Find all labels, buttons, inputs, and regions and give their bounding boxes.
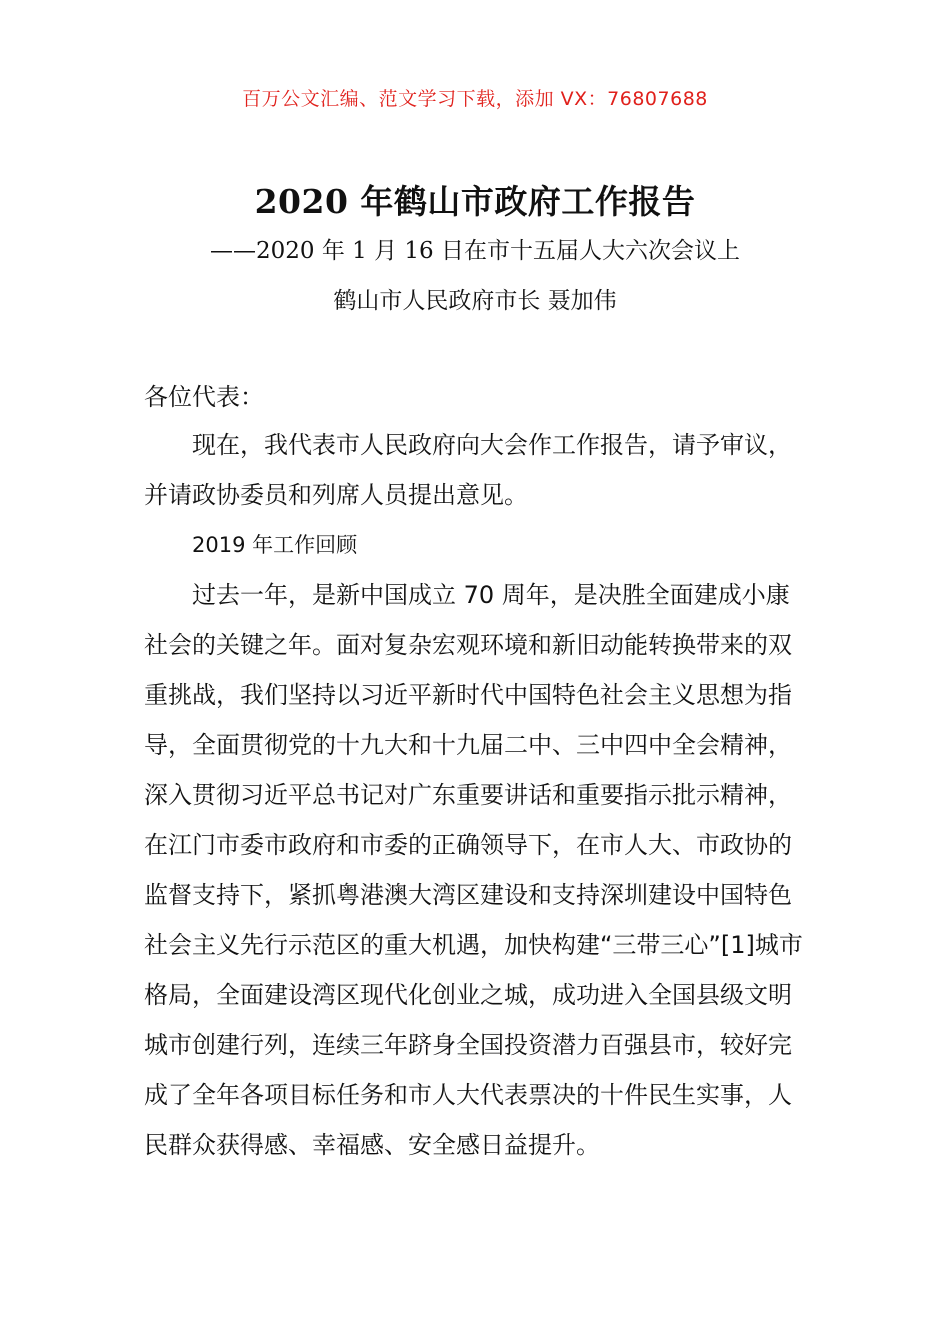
salutation: 各位代表：	[144, 383, 264, 411]
section-heading: 2019 年工作回顾	[192, 533, 358, 557]
report-subtitle: ——2020 年 1 月 16 日在市十五届人大六次会议上	[210, 238, 740, 264]
download-banner: 百万公文汇编、范文学习下载，添加 VX：76807688	[242, 88, 708, 110]
review-paragraph: 过去一年，是新中国成立 70 周年，是决胜全面建成小康社会的关键之年。面对复杂宏观环境和新旧动能转换带来的双重挑战，我们坚持以习近平新时代中国特色社会主义思想为指导，全面贯彻党的十九大和十九届二中、三中四中全会精神，深入贯彻习近平总书记对广东重要讲话和重要指示批示精神，在江门市委市政府和市委的正确领导下，在市人大、市政协的监督支持下，紧抓粤港澳大湾区建设和支持深圳建设中国特色社会主义先行示范区的重大机遇，加快构建“三带三心”[1]城市格局，全面建设湾区现代化创业之城，成功进入全国县级文明城市创建行列，连续三年跻身全国投资潜力百强县市，较好完成了全年各项目标任务和市人大代表票决的十件民生实事，人民群众获得感、幸福感、安全感日益提升。	[144, 581, 803, 1159]
intro-paragraph: 现在，我代表市人民政府向大会作工作报告，请予审议，并请政协委员和列席人员提出意见。	[144, 431, 792, 509]
report-author: 鹤山市人民政府市长 聂加伟	[333, 288, 617, 314]
page-title: 2020 年鹤山市政府工作报告	[254, 182, 696, 221]
